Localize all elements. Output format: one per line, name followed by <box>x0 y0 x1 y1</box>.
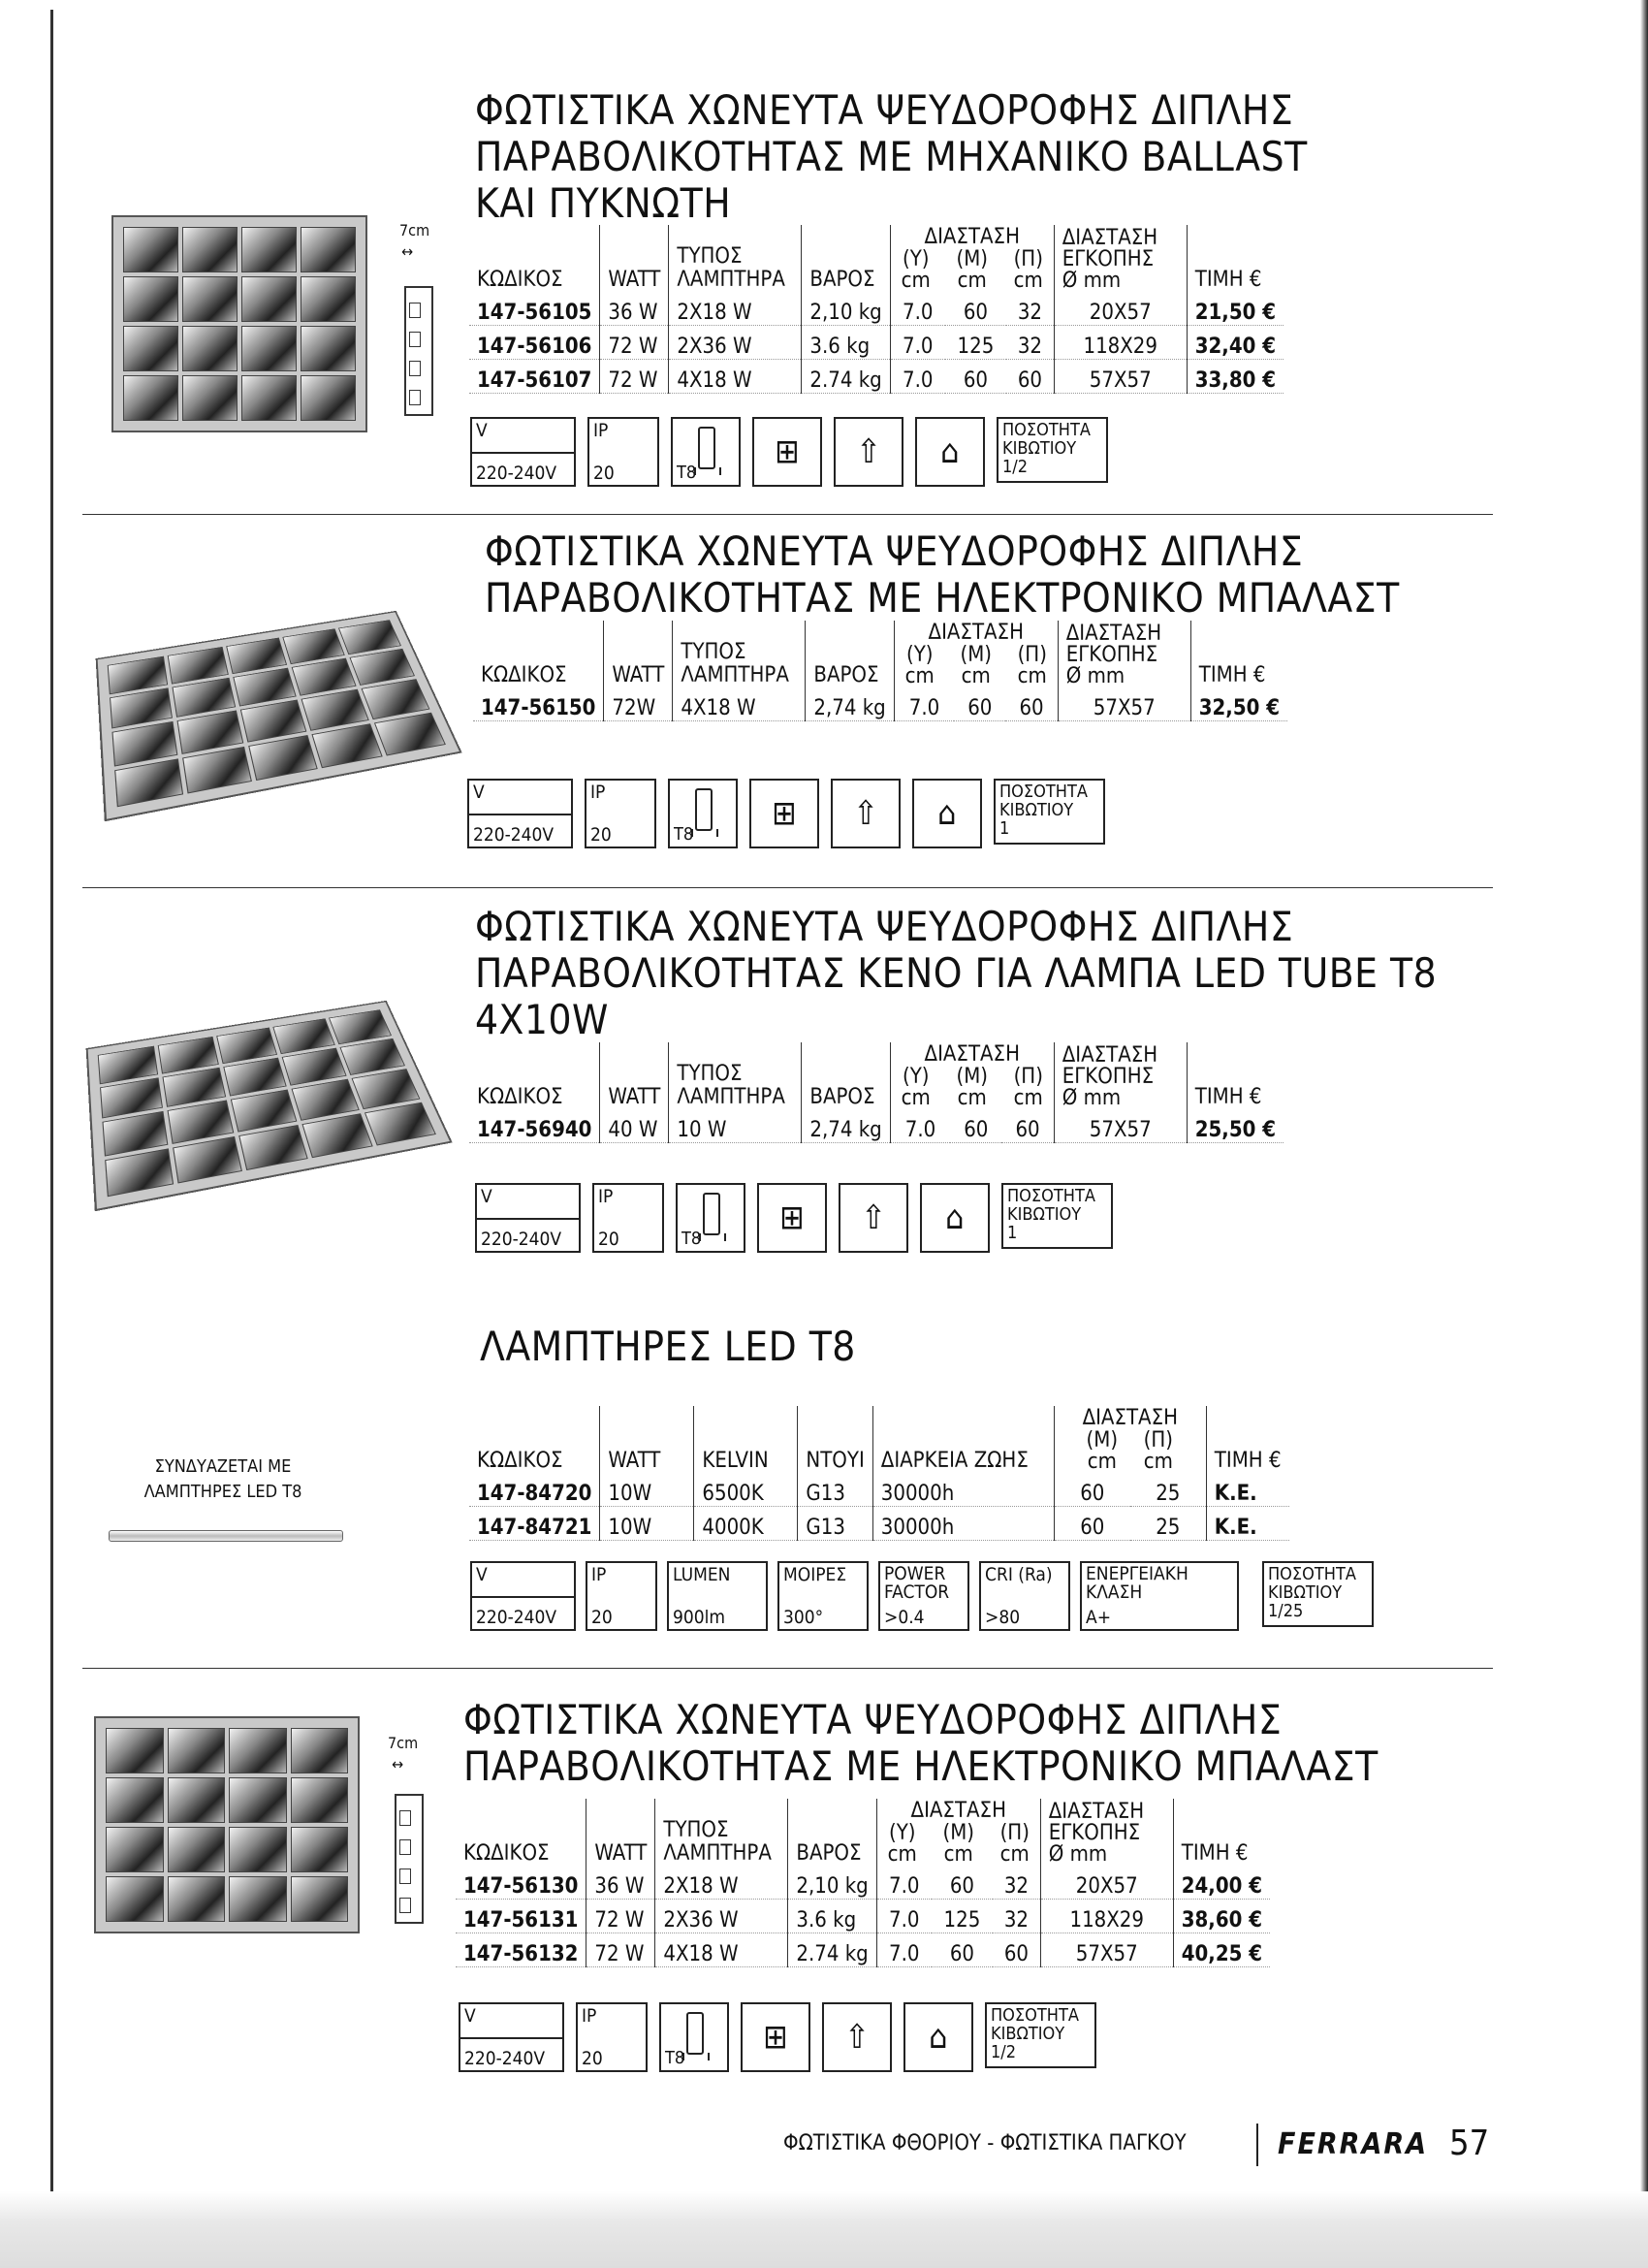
cell-p: 60 <box>1001 1109 1054 1143</box>
spec-icons <box>475 1183 1113 1253</box>
col-price: ΤΙΜΗ € <box>1190 621 1287 687</box>
scan-bottom-shadow <box>0 2191 1648 2268</box>
indoor-use-icon: ⌂ <box>915 417 985 487</box>
voltage-badge: V 220-240V <box>459 2002 564 2072</box>
cell-watt: 72 W <box>600 360 669 394</box>
cell-price: 32,50 € <box>1190 687 1287 721</box>
cell-code: 147-56130 <box>456 1866 586 1900</box>
voltage-badge: V 220-240V <box>475 1183 581 1253</box>
dims-header: ΔΙΑΣΤΑΣΗ <box>910 1799 1006 1823</box>
cell-watt: 10W <box>600 1473 694 1507</box>
depth-label: 7cm <box>399 221 430 240</box>
table-row <box>469 292 1284 326</box>
indoor-use-icon: ⌂ <box>920 1183 990 1253</box>
box-quantity-badge: ΠΟΣΟΤΗΤΑ ΚΙΒΩΤΙΟΥ 1/25 <box>1262 1561 1374 1627</box>
col-watt: WATT <box>600 225 669 292</box>
section-divider <box>82 514 1493 515</box>
cell-type: 4X18 W <box>655 1933 788 1967</box>
box-quantity-badge: ΠΟΣΟΤΗΤΑ ΚΙΒΩΤΙΟΥ 1 <box>1001 1183 1113 1249</box>
cell-y: 7.0 <box>876 1866 932 1900</box>
cell-type: 2X18 W <box>669 292 802 326</box>
cut-unit: Ø mm <box>1062 269 1122 293</box>
col-cut <box>1058 621 1190 687</box>
cell-p: 60 <box>993 1933 1040 1967</box>
cell-cut: 57X57 <box>1040 1933 1173 1967</box>
depth-arrow-icon: ↔ <box>392 1755 404 1773</box>
terminal-block-icon: ⊞ <box>749 779 819 848</box>
section-divider <box>82 887 1493 888</box>
table-row <box>469 1507 1289 1541</box>
table-row <box>469 1109 1284 1143</box>
ip-badge: IP 20 <box>586 1561 657 1631</box>
cell-life: 30000h <box>872 1473 1054 1507</box>
col-life: ΔΙΑΡΚΕΙΑ ΖΩΗΣ <box>872 1406 1054 1473</box>
col-p: (Π) cm <box>1143 1428 1173 1474</box>
lumen-badge: LUMEN 900lm <box>667 1561 768 1631</box>
cell-type: 10 W <box>669 1109 802 1143</box>
col-type: ΤΥΠΟΣ ΛΑΜΠΤΗΡΑ <box>673 621 806 687</box>
col-p: (Π) cm <box>1017 643 1047 688</box>
cell-p: 60 <box>1006 360 1054 394</box>
col-code: ΚΩΔΙΚΟΣ <box>477 1449 563 1473</box>
t8-tube-icon: T8 <box>659 2002 729 2072</box>
indoor-use-icon: ⌂ <box>903 2002 973 2072</box>
ceiling-mount-icon: ⇧ <box>839 1183 908 1253</box>
col-m: (Μ) cm <box>960 643 993 688</box>
col-cut <box>1054 225 1187 292</box>
cell-p: 25 <box>1130 1473 1207 1507</box>
cell-p: 32 <box>1006 326 1054 360</box>
cell-p: 60 <box>1005 687 1058 721</box>
cell-m: 60 <box>954 687 1005 721</box>
box-quantity-badge: ΠΟΣΟΤΗΤΑ ΚΙΒΩΤΙΟΥ 1/2 <box>997 417 1108 483</box>
col-watt: WATT <box>600 1042 669 1109</box>
col-price: ΤΙΜΗ € <box>1206 1406 1288 1473</box>
cri-badge: CRI (Ra) >80 <box>979 1561 1070 1631</box>
col-kelvin: KELVIN <box>694 1406 798 1473</box>
section-divider <box>82 1668 1493 1669</box>
cell-code: 147-56940 <box>469 1109 600 1143</box>
cell-watt: 72 W <box>586 1900 655 1933</box>
cell-watt: 40 W <box>600 1109 669 1143</box>
col-watt: WATT <box>600 1406 694 1473</box>
col-dims <box>1054 1406 1206 1473</box>
cell-m: 60 <box>932 1866 993 1900</box>
cell-cut: 20X57 <box>1054 292 1187 326</box>
col-p: (Π) cm <box>999 1821 1030 1867</box>
col-m: (Μ) cm <box>942 1821 975 1867</box>
product-photo-angled-luminaire <box>96 611 462 821</box>
cell-y: 7.0 <box>876 1900 932 1933</box>
dims-header: ΔΙΑΣΤΑΣΗ <box>928 621 1024 645</box>
col-p: (Π) cm <box>1013 1065 1043 1110</box>
table-row <box>469 326 1284 360</box>
col-weight: ΒΑΡΟΣ <box>806 621 894 687</box>
cut-header: ΔΙΑΣΤΑΣΗ ΕΓΚΟΠΗΣ <box>1065 622 1162 667</box>
cell-watt: 10W <box>600 1507 694 1541</box>
col-code: ΚΩΔΙΚΟΣ <box>477 1085 563 1109</box>
cell-price: 21,50 € <box>1187 292 1284 326</box>
col-price: ΤΙΜΗ € <box>1187 225 1284 292</box>
cell-watt: 36 W <box>586 1866 655 1900</box>
ip-badge: IP 20 <box>592 1183 664 1253</box>
terminal-block-icon: ⊞ <box>741 2002 810 2072</box>
spec-table <box>473 621 1287 721</box>
col-m: (Μ) cm <box>956 247 989 293</box>
terminal-block-icon: ⊞ <box>752 417 822 487</box>
table-row <box>456 1866 1270 1900</box>
cell-code: 147-56150 <box>473 687 604 721</box>
col-m: (Μ) cm <box>1086 1428 1119 1474</box>
cut-unit: Ø mm <box>1062 1086 1122 1110</box>
cell-weight: 2.74 kg <box>788 1933 876 1967</box>
compatibility-note: ΣΥΝΔΥΑΖΕΤΑΙ ΜΕ ΛΑΜΠΤΗΡΕΣ LED T8 <box>143 1456 302 1502</box>
cell-price: 38,60 € <box>1173 1900 1270 1933</box>
cell-type: 4X18 W <box>669 360 802 394</box>
section-title: ΦΩΤΙΣΤΙΚΑ ΧΩΝΕΥΤΑ ΨΕΥΔΟΡΟΦΗΣ ΔΙΠΛΗΣ ΠΑΡΑΒΟΛΙΚΟΤΗΤΑΣ ΚΕΝΟ ΓΙΑ ΛΑΜΠΑ LED TUBE T8 4X10W <box>475 903 1438 1043</box>
cell-m: 60 <box>1054 1507 1130 1541</box>
table-row <box>469 360 1284 394</box>
section-title: ΦΩΤΙΣΤΙΚΑ ΧΩΝΕΥΤΑ ΨΕΥΔΟΡΟΦΗΣ ΔΙΠΛΗΣ ΠΑΡΑΒΟΛΙΚΟΤΗΤΑΣ ΜΕ ΜΗΧΑΝΙΚΟ BALLAST ΚΑΙ ΠΥΚΝΩΤΗ <box>475 86 1308 227</box>
section-title: ΛΑΜΠΤΗΡΕΣ LED T8 <box>480 1323 856 1370</box>
col-p: (Π) cm <box>1013 247 1043 293</box>
side-profile-icon <box>404 286 433 416</box>
cell-cut: 57X57 <box>1054 1109 1187 1143</box>
dims-header: ΔΙΑΣΤΑΣΗ <box>924 1042 1020 1067</box>
cell-watt: 72 W <box>600 326 669 360</box>
voltage-badge: V 220-240V <box>470 417 576 487</box>
spec-table <box>469 1406 1289 1541</box>
cell-m: 125 <box>932 1900 993 1933</box>
col-dims <box>890 1042 1054 1109</box>
page-binding-line <box>50 10 53 2211</box>
cell-price: 32,40 € <box>1187 326 1284 360</box>
cell-p: 32 <box>1006 292 1054 326</box>
table-row <box>473 687 1287 721</box>
dims-header: ΔΙΑΣΤΑΣΗ <box>924 225 1020 249</box>
t8-tube-icon: T8 <box>668 779 738 848</box>
cell-y: 7.0 <box>890 326 945 360</box>
col-type: ΤΥΠΟΣ ΛΑΜΠΤΗΡΑ <box>655 1799 788 1866</box>
cut-unit: Ø mm <box>1048 1842 1108 1867</box>
terminal-block-icon: ⊞ <box>757 1183 827 1253</box>
side-profile-icon <box>395 1794 424 1924</box>
cell-weight: 2,74 kg <box>802 1109 890 1143</box>
depth-label: 7cm <box>388 1734 419 1752</box>
cell-weight: 2,10 kg <box>788 1866 876 1900</box>
spec-icons <box>467 779 1105 848</box>
col-code: ΚΩΔΙΚΟΣ <box>477 268 563 292</box>
col-weight: ΒΑΡΟΣ <box>788 1799 876 1866</box>
cell-cut: 57X57 <box>1058 687 1190 721</box>
col-cut <box>1054 1042 1187 1109</box>
ceiling-mount-icon: ⇧ <box>822 2002 892 2072</box>
cell-type: 4X18 W <box>673 687 806 721</box>
beam-angle-badge: ΜΟΙΡΕΣ 300° <box>777 1561 869 1631</box>
spec-icons <box>459 2002 1096 2072</box>
cell-life: 30000h <box>872 1507 1054 1541</box>
cut-unit: Ø mm <box>1065 664 1125 688</box>
cell-cut: 57X57 <box>1054 360 1187 394</box>
cell-type: 2X18 W <box>655 1866 788 1900</box>
col-weight: ΒΑΡΟΣ <box>802 225 890 292</box>
footer-category: ΦΩΤΙΣΤΙΚΑ ΦΘΟΡΙΟΥ - ΦΩΤΙΣΤΙΚΑ ΠΑΓΚΟΥ <box>783 2131 1187 2156</box>
cell-m: 60 <box>932 1933 993 1967</box>
cell-y: 7.0 <box>890 360 945 394</box>
col-cut <box>1040 1799 1173 1866</box>
col-price: ΤΙΜΗ € <box>1187 1042 1284 1109</box>
col-code: ΚΩΔΙΚΟΣ <box>463 1841 550 1866</box>
page-edge-shadow <box>1640 0 1648 2268</box>
t8-tube-icon: T8 <box>671 417 741 487</box>
cell-code: 147-56105 <box>469 292 600 326</box>
cell-type: 2X36 W <box>655 1900 788 1933</box>
cell-price: 24,00 € <box>1173 1866 1270 1900</box>
cell-weight: 2,74 kg <box>806 687 894 721</box>
cell-watt: 72W <box>604 687 673 721</box>
col-weight: ΒΑΡΟΣ <box>802 1042 890 1109</box>
footer-divider <box>1256 2124 1258 2166</box>
voltage-badge: V 220-240V <box>470 1561 576 1631</box>
brand-logo: FERRARA <box>1278 2127 1429 2161</box>
cell-y: 7.0 <box>890 1109 950 1143</box>
t8-tube-icon: T8 <box>676 1183 745 1253</box>
box-quantity-badge: ΠΟΣΟΤΗΤΑ ΚΙΒΩΤΙΟΥ 1/2 <box>985 2002 1096 2068</box>
cell-cut: 118X29 <box>1040 1900 1173 1933</box>
depth-arrow-icon: ↔ <box>401 242 414 261</box>
spec-table <box>469 225 1284 394</box>
cut-header: ΔΙΑΣΤΑΣΗ ΕΓΚΟΠΗΣ <box>1048 1800 1145 1845</box>
indoor-use-icon: ⌂ <box>912 779 982 848</box>
cell-price: Κ.Ε. <box>1206 1473 1288 1507</box>
cell-code: 147-56106 <box>469 326 600 360</box>
cell-weight: 2,10 kg <box>802 292 890 326</box>
cell-m: 125 <box>945 326 1006 360</box>
table-row <box>456 1900 1270 1933</box>
page-number: 57 <box>1449 2124 1490 2163</box>
col-y: (Υ) cm <box>901 1065 931 1110</box>
cell-socket: G13 <box>798 1507 872 1541</box>
col-type: ΤΥΠΟΣ ΛΑΜΠΤΗΡΑ <box>669 1042 802 1109</box>
cell-m: 60 <box>945 292 1006 326</box>
cell-type: 2X36 W <box>669 326 802 360</box>
cell-p: 32 <box>993 1900 1040 1933</box>
cell-cut: 20X57 <box>1040 1866 1173 1900</box>
cell-code: 147-84720 <box>469 1473 600 1507</box>
col-code: ΚΩΔΙΚΟΣ <box>481 663 567 687</box>
cell-code: 147-56107 <box>469 360 600 394</box>
col-price: ΤΙΜΗ € <box>1173 1799 1270 1866</box>
col-dims <box>876 1799 1040 1866</box>
ip-badge: IP 20 <box>587 417 659 487</box>
cell-kelvin: 6500K <box>694 1473 798 1507</box>
ip-badge: IP 20 <box>576 2002 648 2072</box>
cell-weight: 3.6 kg <box>802 326 890 360</box>
cell-y: 7.0 <box>890 292 945 326</box>
cell-m: 60 <box>1054 1473 1130 1507</box>
cell-weight: 3.6 kg <box>788 1900 876 1933</box>
cell-y: 7.0 <box>876 1933 932 1967</box>
table-row <box>469 1473 1289 1507</box>
cell-p: 25 <box>1130 1507 1207 1541</box>
col-y: (Υ) cm <box>904 643 935 688</box>
cell-watt: 36 W <box>600 292 669 326</box>
ip-badge: IP 20 <box>585 779 656 848</box>
cell-code: 147-56131 <box>456 1900 586 1933</box>
box-quantity-badge: ΠΟΣΟΤΗΤΑ ΚΙΒΩΤΙΟΥ 1 <box>994 779 1105 845</box>
spec-table <box>469 1042 1284 1143</box>
cell-p: 32 <box>993 1866 1040 1900</box>
cell-price: 33,80 € <box>1187 360 1284 394</box>
power-factor-badge: POWER FACTOR >0.4 <box>878 1561 969 1631</box>
energy-class-badge: ΕΝΕΡΓΕΙΑΚΗ ΚΛΑΣΗ A+ <box>1080 1561 1239 1631</box>
col-type: ΤΥΠΟΣ ΛΑΜΠΤΗΡΑ <box>669 225 802 292</box>
dims-header: ΔΙΑΣΤΑΣΗ <box>1082 1406 1178 1430</box>
table-row <box>456 1933 1270 1967</box>
col-y: (Υ) cm <box>901 247 931 293</box>
spec-icons <box>470 1561 1374 1631</box>
col-m: (Μ) cm <box>956 1065 989 1110</box>
col-socket: ΝΤΟΥΙ <box>798 1406 872 1473</box>
cell-cut: 118X29 <box>1054 326 1187 360</box>
cell-code: 147-84721 <box>469 1507 600 1541</box>
cell-price: 25,50 € <box>1187 1109 1284 1143</box>
cell-weight: 2.74 kg <box>802 360 890 394</box>
cell-watt: 72 W <box>586 1933 655 1967</box>
product-photo-square-luminaire <box>111 215 367 432</box>
spec-icons <box>470 417 1108 487</box>
section-title: ΦΩΤΙΣΤΙΚΑ ΧΩΝΕΥΤΑ ΨΕΥΔΟΡΟΦΗΣ ΔΙΠΛΗΣ ΠΑΡΑΒΟΛΙΚΟΤΗΤΑΣ ΜΕ ΗΛΕΚΤΡΟΝΙΚΟ ΜΠΑΛΑΣΤ <box>485 527 1400 622</box>
section-title: ΦΩΤΙΣΤΙΚΑ ΧΩΝΕΥΤΑ ΨΕΥΔΟΡΟΦΗΣ ΔΙΠΛΗΣ ΠΑΡΑΒΟΛΙΚΟΤΗΤΑΣ ΜΕ ΗΛΕΚΤΡΟΝΙΚΟ ΜΠΑΛΑΣΤ <box>463 1696 1379 1790</box>
col-y: (Υ) cm <box>887 1821 917 1867</box>
col-watt: WATT <box>604 621 673 687</box>
cell-price: Κ.Ε. <box>1206 1507 1288 1541</box>
cell-socket: G13 <box>798 1473 872 1507</box>
cell-price: 40,25 € <box>1173 1933 1270 1967</box>
col-watt: WATT <box>586 1799 655 1866</box>
cut-header: ΔΙΑΣΤΑΣΗ ΕΓΚΟΠΗΣ <box>1062 1043 1158 1089</box>
cell-code: 147-56132 <box>456 1933 586 1967</box>
voltage-badge: V 220-240V <box>467 779 573 848</box>
product-photo-angled-luminaire <box>86 1001 453 1211</box>
ceiling-mount-icon: ⇧ <box>831 779 901 848</box>
product-photo-square-luminaire <box>94 1716 360 1933</box>
cell-m: 60 <box>945 360 1006 394</box>
col-dims <box>890 225 1054 292</box>
led-tube-image <box>109 1530 343 1542</box>
cell-m: 60 <box>950 1109 1001 1143</box>
cell-y: 7.0 <box>894 687 954 721</box>
ceiling-mount-icon: ⇧ <box>834 417 903 487</box>
col-dims <box>894 621 1058 687</box>
cut-header: ΔΙΑΣΤΑΣΗ ΕΓΚΟΠΗΣ <box>1062 226 1158 272</box>
spec-table <box>456 1799 1270 1967</box>
cell-kelvin: 4000K <box>694 1507 798 1541</box>
